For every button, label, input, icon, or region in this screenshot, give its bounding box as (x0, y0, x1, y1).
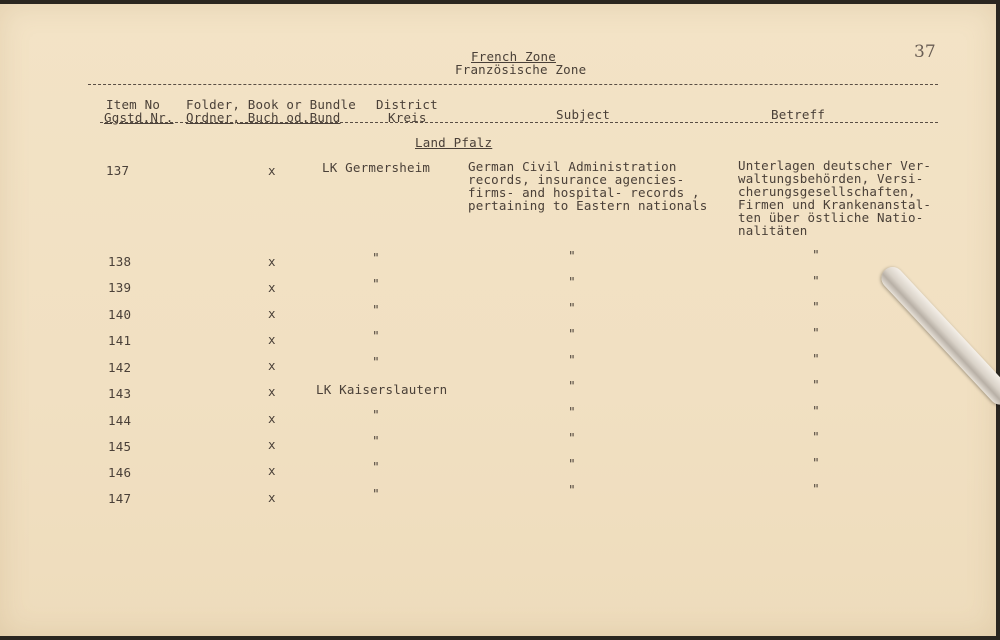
header-item-de: Ggstd.Nr. (104, 110, 174, 125)
row-folder-mark: x (268, 463, 276, 478)
row-folder-mark: x (268, 411, 276, 426)
row-folder-mark: x (268, 280, 276, 295)
document-page (0, 4, 996, 636)
row-betreff: " (812, 377, 820, 392)
row-subject-line: German Civil Administration (468, 159, 677, 174)
row-item-number: 140 (108, 307, 132, 322)
row-folder-mark: x (268, 254, 276, 269)
row-betreff: " (812, 325, 820, 340)
row-subject: " (568, 404, 576, 419)
row-subject: " (568, 326, 576, 341)
row-district: " (372, 354, 380, 369)
row-district: " (372, 407, 380, 422)
row-subject: " (568, 274, 576, 289)
header-district-de: Kreis (388, 110, 427, 125)
row-item-number: 146 (108, 465, 132, 480)
row-subject: " (568, 482, 576, 497)
row-folder-mark: x (268, 332, 276, 347)
zone-subtitle: Französische Zone (455, 62, 587, 77)
row-betreff: " (812, 247, 820, 262)
header-bottom-rule (100, 122, 938, 123)
row-item-number: 141 (108, 333, 132, 348)
row-subject: " (568, 352, 576, 367)
header-betreff: Betreff (771, 107, 826, 122)
header-folder-de: Ordner, Buch od.Bund (186, 110, 341, 125)
row-item-number: 145 (108, 439, 132, 454)
row-folder-mark: x (268, 490, 276, 505)
row-folder-mark: x (268, 306, 276, 321)
row-district: " (372, 276, 380, 291)
row-folder-mark: x (268, 437, 276, 452)
header-folder-en: Folder, Book or Bundle (186, 97, 356, 112)
row-subject-line: pertaining to Eastern nationals (468, 198, 708, 213)
row-item-number: 143 (108, 386, 132, 401)
row-betreff: " (812, 455, 820, 470)
section-heading: Land Pfalz (415, 135, 493, 150)
row-subject: " (568, 248, 576, 263)
row-betreff: " (812, 429, 820, 444)
row-district: LK Germersheim (322, 160, 431, 175)
row-item-number: 138 (108, 254, 132, 269)
row-item-number: 142 (108, 360, 132, 375)
row-betreff: " (812, 299, 820, 314)
row-betreff: " (812, 273, 820, 288)
row-betreff-line: cherungsgesellschaften, (738, 184, 916, 199)
header-item-en: Item No (106, 97, 161, 112)
row-item-number: 139 (108, 280, 132, 295)
row-district: " (372, 433, 380, 448)
row-subject: " (568, 430, 576, 445)
row-subject: " (568, 300, 576, 315)
row-district: " (372, 328, 380, 343)
row-item-number: 147 (108, 491, 132, 506)
row-folder-mark: x (268, 358, 276, 373)
row-district: " (372, 486, 380, 501)
row-item-number: 144 (108, 413, 132, 428)
row-folder-mark: x (268, 384, 276, 399)
page-number: 37 (914, 42, 936, 62)
row-subject: " (568, 378, 576, 393)
row-subject-line: records, insurance agencies- (468, 172, 685, 187)
row-district: " (372, 459, 380, 474)
tweezers (877, 262, 1000, 409)
row-betreff-line: waltungsbehörden, Versi- (738, 171, 924, 186)
row-betreff: " (812, 481, 820, 496)
row-folder-mark: x (268, 163, 276, 178)
header-subject: Subject (556, 107, 611, 122)
row-betreff-line: Unterlagen deutscher Ver- (738, 158, 932, 173)
row-subject: " (568, 456, 576, 471)
header-district-en: District (376, 97, 438, 112)
row-district: " (372, 302, 380, 317)
row-district: LK Kaiserslautern (316, 382, 448, 397)
row-subject-line: firms- and hospital- records , (468, 185, 700, 200)
zone-title: French Zone (471, 49, 556, 64)
row-betreff: " (812, 351, 820, 366)
row-district: " (372, 250, 380, 265)
row-betreff-line: ten über östliche Natio- (738, 210, 924, 225)
row-betreff-line: nalitäten (738, 223, 808, 238)
row-item-number: 137 (106, 163, 130, 178)
header-top-rule (88, 84, 938, 85)
row-betreff-line: Firmen und Krankenanstal- (738, 197, 932, 212)
row-betreff: " (812, 403, 820, 418)
